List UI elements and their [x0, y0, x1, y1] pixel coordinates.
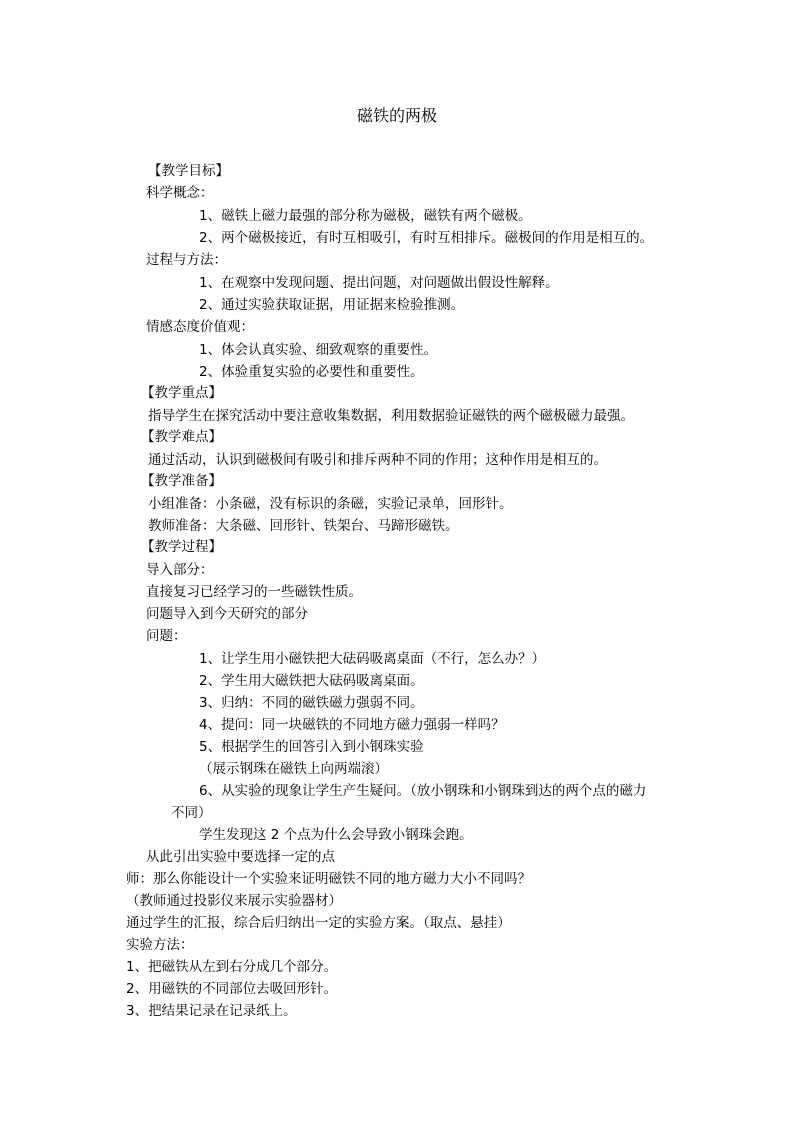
- question-item-5-note: （展示钢珠在磁铁上向两端滚）: [199, 761, 388, 777]
- intro-review-text: 直接复习已经学习的一些磁铁性质。: [146, 584, 362, 600]
- teacher-preparation-text: 教师准备：大条磁、回形针、铁架台、马蹄形磁铁。: [148, 518, 459, 534]
- section-heading-preparation: 【教学准备】: [141, 473, 222, 489]
- subheading-process-methods: 过程与方法：: [146, 252, 227, 268]
- questions-heading: 问题：: [146, 628, 187, 644]
- question-item-6: 6、从实验的现象让学生产生疑问。（放小钢珠和小钢珠到达的两个点的磁力: [199, 783, 647, 799]
- student-discovery-text: 学生发现这 2 个点为什么会导致小钢珠会跑。: [199, 827, 473, 843]
- section-heading-teaching-goals: 【教学目标】: [148, 163, 229, 179]
- question-item-6-continued: 不同）: [171, 805, 212, 821]
- method-item-1: 1、在观察中发现问题、提出问题，对问题做出假设性解释。: [199, 275, 559, 291]
- question-item-1: 1、让学生用小磁铁把大砝码吸离桌面（不行，怎么办？）: [199, 651, 546, 667]
- concept-item-2: 2、两个磁极接近，有时互相吸引，有时互相排斥。磁极间的作用是相互的。: [199, 230, 654, 246]
- section-heading-difficulties: 【教学难点】: [141, 429, 222, 445]
- section-heading-process: 【教学过程】: [141, 539, 222, 555]
- experiment-step-1: 1、把磁铁从左到右分成几个部分。: [126, 959, 338, 975]
- group-preparation-text: 小组准备：小条磁，没有标识的条磁，实验记录单，回形针。: [148, 496, 513, 512]
- experiment-step-3: 3、把结果记录在记录纸上。: [126, 1003, 297, 1019]
- attitude-item-2: 2、体验重复实验的必要性和重要性。: [199, 364, 424, 380]
- key-points-text: 指导学生在探究活动中要注意收集数据，利用数据验证磁铁的两个磁极磁力最强。: [148, 408, 634, 424]
- page-title: 磁铁的两极: [356, 106, 437, 125]
- question-item-3: 3、归纳：不同的磁铁磁力强弱不同。: [199, 695, 424, 711]
- lead-to-experiment-text: 从此引出实验中要选择一定的点: [146, 849, 335, 865]
- question-item-4: 4、提问：同一块磁铁的不同地方磁力强弱一样吗？: [199, 717, 505, 733]
- question-item-5: 5、根据学生的回答引入到小钢珠实验: [199, 739, 424, 755]
- intro-heading: 导入部分：: [146, 562, 214, 578]
- method-item-2: 2、通过实验获取证据，用证据来检验推测。: [199, 297, 465, 313]
- subheading-attitudes-values: 情感态度价值观：: [146, 319, 254, 335]
- experiment-method-heading: 实验方法：: [126, 937, 194, 953]
- teacher-question-text: 师：那么你能设计一个实验来证明磁铁不同的地方磁力大小不同吗？: [126, 871, 531, 887]
- subheading-science-concepts: 科学概念：: [146, 185, 214, 201]
- question-item-2: 2、学生用大磁铁把大砝码吸离桌面。: [199, 673, 424, 689]
- student-report-text: 通过学生的汇报，综合后归纳出一定的实验方案。（取点、悬挂）: [126, 915, 511, 931]
- projector-note-text: （教师通过投影仪来展示实验器材）: [126, 893, 342, 909]
- intro-question-text: 问题导入到今天研究的部分: [146, 606, 308, 622]
- experiment-step-2: 2、用磁铁的不同部位去吸回形针。: [126, 981, 338, 997]
- concept-item-1: 1、磁铁上磁力最强的部分称为磁极，磁铁有两个磁极。: [199, 208, 532, 224]
- attitude-item-1: 1、体会认真实验、细致观察的重要性。: [199, 342, 438, 358]
- section-heading-key-points: 【教学重点】: [141, 385, 222, 401]
- difficulties-text: 通过活动，认识到磁极间有吸引和排斥两种不同的作用；这种作用是相互的。: [148, 452, 607, 468]
